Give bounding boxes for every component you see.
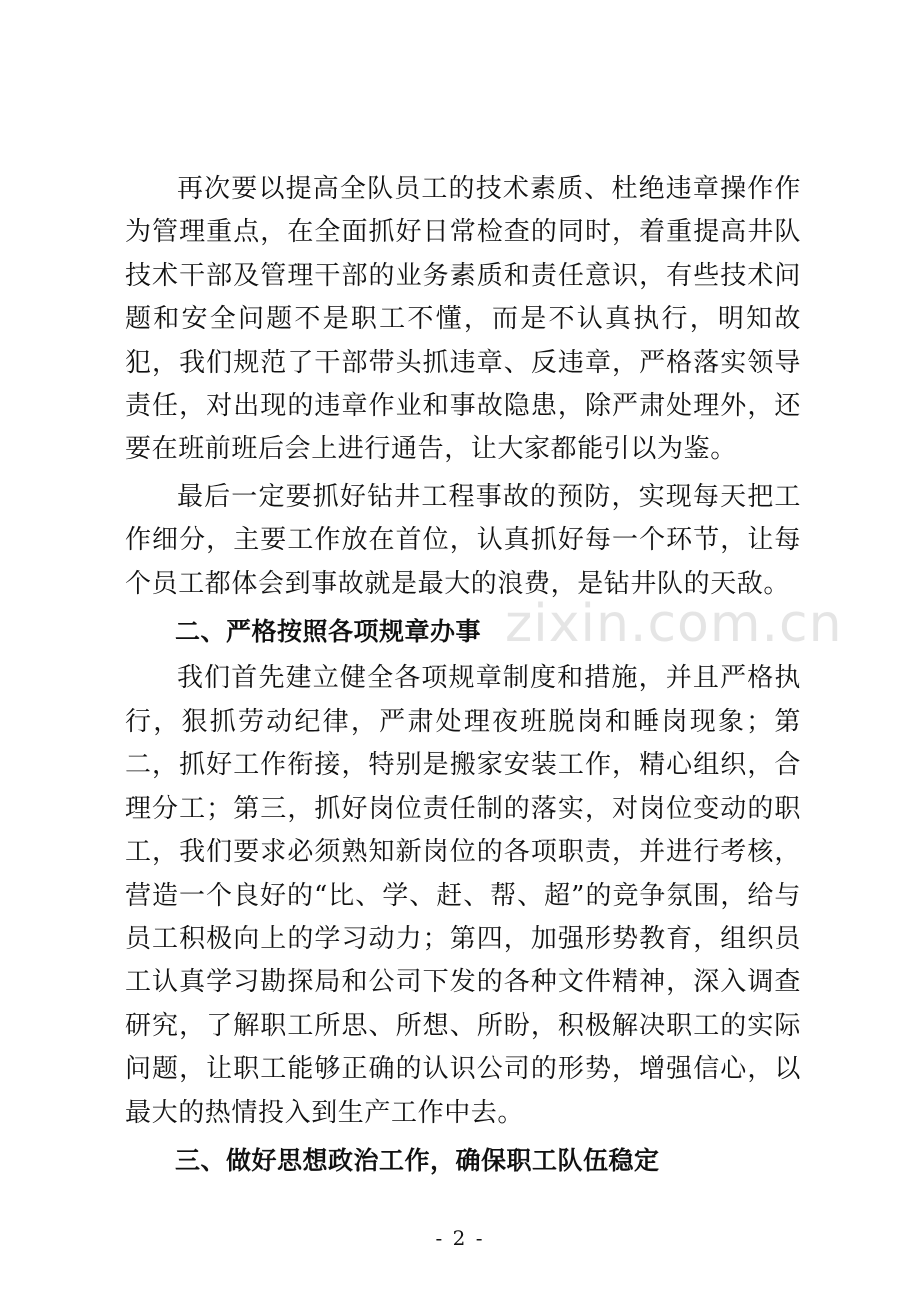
paragraph-accident-prevention: 最后一定要抓好钻井工程事故的预防，实现每天把工作细分，主要工作放在首位，认真抓好每一个环节，让每个员工都体会到事故就是最大的浪费，是钻井队的天敌。 [125,481,801,599]
page-number: - 2 - [435,1226,485,1250]
paragraph-rules-measures: 我们首先建立健全各项规章制度和措施，并且严格执行，狠抓劳动纪律，严肃处理夜班脱岗和睡岗现象；第二，抓好工作衔接，特别是搬家安装工作，精心组织，合理分工；第三，抓好岗位责任制的落实，对岗位变动的职工，我们要求必须熟知新岗位的各项职责，并进行考核，营造一个良好的“比、学、赶、帮、超”的竞争氛围，给与员工积极向上的学习动力；第四，加强形势教育，组织员工认真学习勘探局和公司下发的各种文件精神，深入调查研究，了解职工所思、所想、所盼，积极解决职工的实际问题，让职工能够正确的认识公司的形势，增强信心，以最大的热情投入到生产工作中去。 [125,663,801,1128]
paragraph-management-focus: 再次要以提高全队员工的技术素质、杜绝违章操作作为管理重点，在全面抓好日常检查的同时，着重提高井队技术干部及管理干部的业务素质和责任意识，有些技术问题和安全问题不是职工不懂，而是不认真执行，明知故犯，我们规范了干部带头抓违章、反违章，严格落实领导责任，对出现的违章作业和事故隐患，除严肃处理外，还要在班前班后会上进行通告，让大家都能引以为鉴。 [125,174,801,465]
section-heading-two: 二、严格按照各项规章办事 [175,617,482,647]
document-body [125,168,801,1182]
section-heading-three: 三、做好思想政治工作，确保职工队伍稳定 [175,1145,660,1175]
watermark: zixin.com.cn [505,594,843,654]
